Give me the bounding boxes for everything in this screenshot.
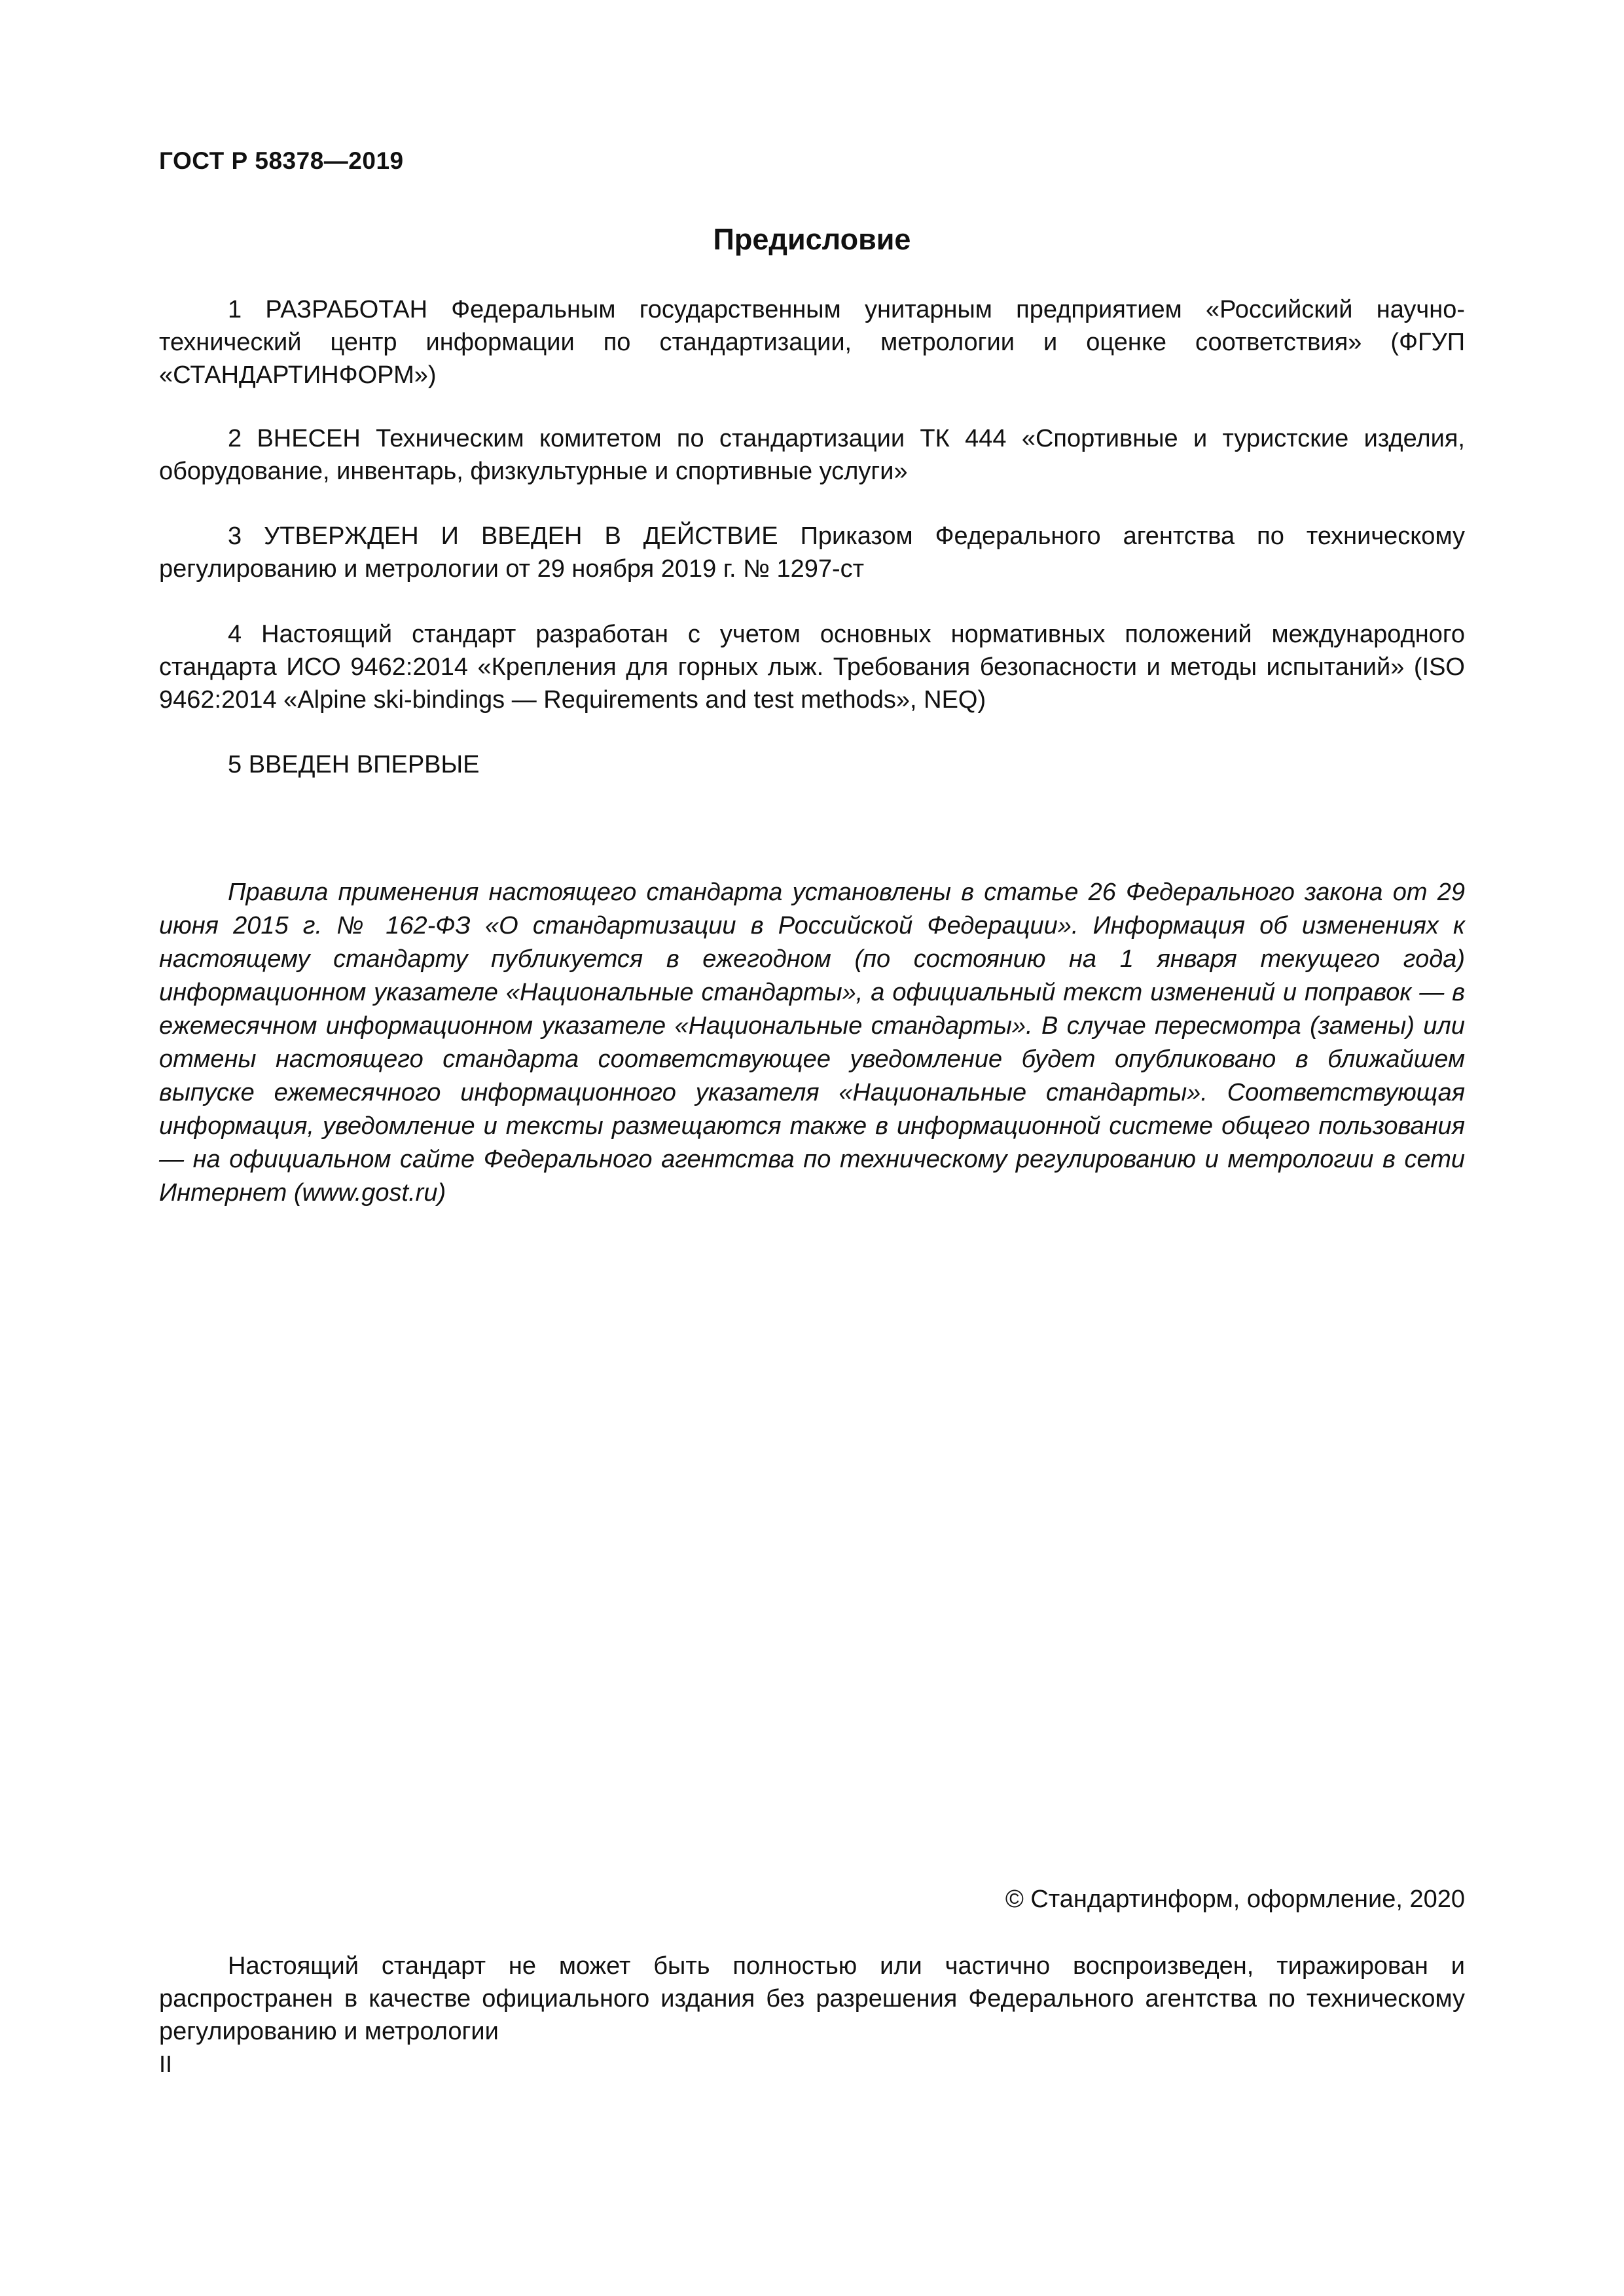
- preface-item-1: 1 РАЗРАБОТАН Федеральным государственным унитарным предприятием «Российский научно-технический центр информации по стандартизации, метрологии и оценке соответствия» (ФГУП «СТАНДАРТИНФОРМ»): [159, 296, 1465, 389]
- copyright-line: © Стандартинформ, оформление, 2020: [1005, 1886, 1465, 1913]
- page-title: Предисловие: [713, 223, 911, 256]
- application-rules-paragraph: Правила применения настоящего стандарта установлены в статье 26 Федерального закона от 29 июня 2015 г. № 162-ФЗ «О стандартизации в Российской Федерации». Информация об изменениях к настоящему стандарту публикуется в ежегодном (по состоянию на 1 января текущего года) информационном указателе «Национальные стандарты», а официальный текст изменений и поправок — в ежемесячном информационном указателе «Национальные стандарты». В случае пересмотра (замены) или отмены настоящего стандарта соответствующее уведомление будет опубликовано в ближайшем выпуске ежемесячного информационного указателя «Национальные стандарты». Соответствующая информация, уведомление и тексты размещаются также в информационной системе общего пользования — на официальном сайте Федерального агентства по техническому регулированию и метрологии в сети Интернет (www.gost.ru): [159, 879, 1465, 1207]
- preface-item-2: 2 ВНЕСЕН Техническим комитетом по стандартизации ТК 444 «Спортивные и туристские изделия, оборудование, инвентарь, физкультурные и спортивные услуги»: [159, 425, 1465, 485]
- preface-item-3: 3 УТВЕРЖДЕН И ВВЕДЕН В ДЕЙСТВИЕ Приказом Федерального агентства по техническому регулированию и метрологии от 29 ноября 2019 г. № 1297-ст: [159, 522, 1465, 583]
- reproduction-notice: Настоящий стандарт не может быть полностью или частично воспроизведен, тиражирован и распространен в качестве официального издания без разрешения Федерального агентства по техническому регулированию и метрологии: [159, 1952, 1465, 2045]
- preface-item-4: 4 Настоящий стандарт разработан с учетом основных нормативных положений международного стандарта ИСО 9462:2014 «Крепления для горных лыж. Требования безопасности и методы испытаний» (ISO 9462:2014 «Alpine ski-bindings — Requirements and test methods», NEQ): [159, 621, 1465, 714]
- preface-item-5: 5 ВВЕДЕН ВПЕРВЫЕ: [228, 751, 480, 778]
- page-number: II: [159, 2050, 173, 2077]
- standard-code: ГОСТ Р 58378—2019: [159, 147, 404, 174]
